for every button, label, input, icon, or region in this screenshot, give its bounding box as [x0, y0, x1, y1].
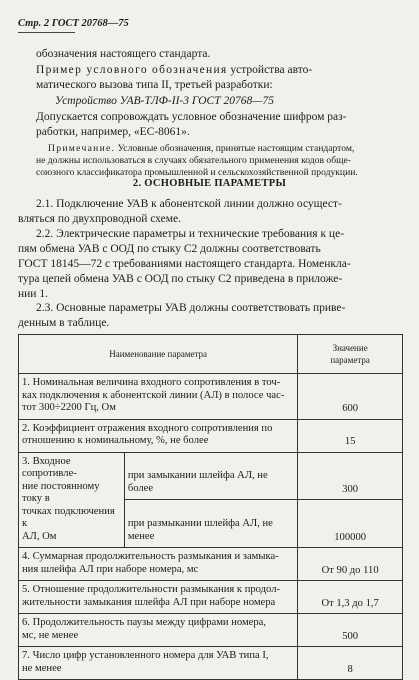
paragraph-line: 2.3. Основные параметры УАВ должны соответствовать приве- [36, 302, 346, 314]
section-title: 2. ОСНОВНЫЕ ПАРАМЕТРЫ [132, 178, 287, 189]
table-row [19, 647, 403, 680]
paragraph-line: нии 1. [18, 288, 48, 300]
intro-line: работки, например, «ЕС-8061». [36, 126, 190, 138]
table-row [19, 419, 403, 452]
paragraph-line: вляться по двухпроводной схеме. [18, 213, 181, 225]
example-lead: Пример условного обозначения [36, 64, 228, 76]
paragraph-line: денным в таблице. [18, 317, 110, 329]
paragraph-line: пям обмена УАВ с ООД по стыку С2 должны соответствовать [18, 243, 321, 255]
note-label: Примечание. [48, 143, 116, 154]
param-cell: 3. Входное сопротивле- ние постоянному току в точках подключения к АЛ, Ом [19, 452, 125, 548]
paragraph-line: тура цепей обмена УАВ с ООД по стыку С2 приведена в приложе- [18, 273, 343, 285]
parameters-table [18, 334, 403, 680]
param-cell: 7. Число цифр установленного номера для УАВ типа I, не менее [19, 647, 298, 680]
param-cell: 6. Продолжительность паузы между цифрами номера, мс, не менее [19, 614, 298, 647]
table-row [19, 452, 403, 500]
value-cell: 300 [298, 452, 403, 500]
table-row [19, 548, 403, 581]
paragraph-line: 2.2. Электрические параметры и технические требования к це- [36, 228, 345, 240]
page-header: Стр. 2 ГОСТ 20768—75 [18, 18, 129, 29]
table-row [19, 374, 403, 420]
table-header-row [19, 335, 403, 374]
intro-line: матического вызова типа II, третьей разработки: [36, 79, 273, 91]
value-cell: От 90 до 110 [298, 548, 403, 581]
param-cell: 1. Номинальная величина входного сопротивления в точ- ках подключения к абонентской линии (АЛ) в полосе час- тот 300÷2200 Гц, Ом [19, 374, 298, 420]
param-cell: 2. Коэффициент отражения входного сопротивления по отношению к номинальному, %, не более [19, 419, 298, 452]
header-rule [18, 32, 75, 33]
table-row [19, 581, 403, 614]
table-row [19, 614, 403, 647]
note-line: союзного классификатора промышленной и сельскохозяйственной продукции. [36, 167, 358, 178]
value-cell: 500 [298, 614, 403, 647]
header-parameter-name: Наименование параметра [19, 335, 298, 374]
intro-line: обозначения настоящего стандарта. [36, 48, 211, 60]
note-line: не должны использоваться в случаях обязательного применения кодов обще- [36, 155, 351, 166]
designation-example: Устройство УАВ-ТЛФ-II-3 ГОСТ 20768—75 [55, 95, 274, 107]
value-cell: От 1,3 до 1,7 [298, 581, 403, 614]
value-cell: 15 [298, 419, 403, 452]
value-cell: 8 [298, 647, 403, 680]
paragraph-line: ГОСТ 18145—72 с требованиями настоящего стандарта. Номенкла- [18, 258, 351, 270]
param-cell: 5. Отношение продолжительности размыкания к продол- жительности замыкания шлейфа АЛ при наборе номера [19, 581, 298, 614]
note-text: Условные обозначения, принятые настоящим стандартом, [117, 143, 355, 154]
value-cell: 600 [298, 374, 403, 420]
intro-line: Допускается сопровождать условное обозначение шифром раз- [36, 111, 347, 123]
intro-text: устройства авто- [230, 64, 313, 76]
subparam-cell: при замыкании шлейфа АЛ, не более [124, 452, 297, 500]
intro-line [36, 63, 312, 78]
note-line [48, 143, 354, 155]
header-parameter-value: Значение параметра [298, 335, 403, 374]
value-cell: 100000 [298, 500, 403, 548]
param-cell: 4. Суммарная продолжительность размыкания и замыка- ния шлейфа АЛ при наборе номера, мс [19, 548, 298, 581]
paragraph-line: 2.1. Подключение УАВ к абонентской линии должно осущест- [36, 198, 342, 210]
subparam-cell: при размыкании шлейфа АЛ, не менее [124, 500, 297, 548]
